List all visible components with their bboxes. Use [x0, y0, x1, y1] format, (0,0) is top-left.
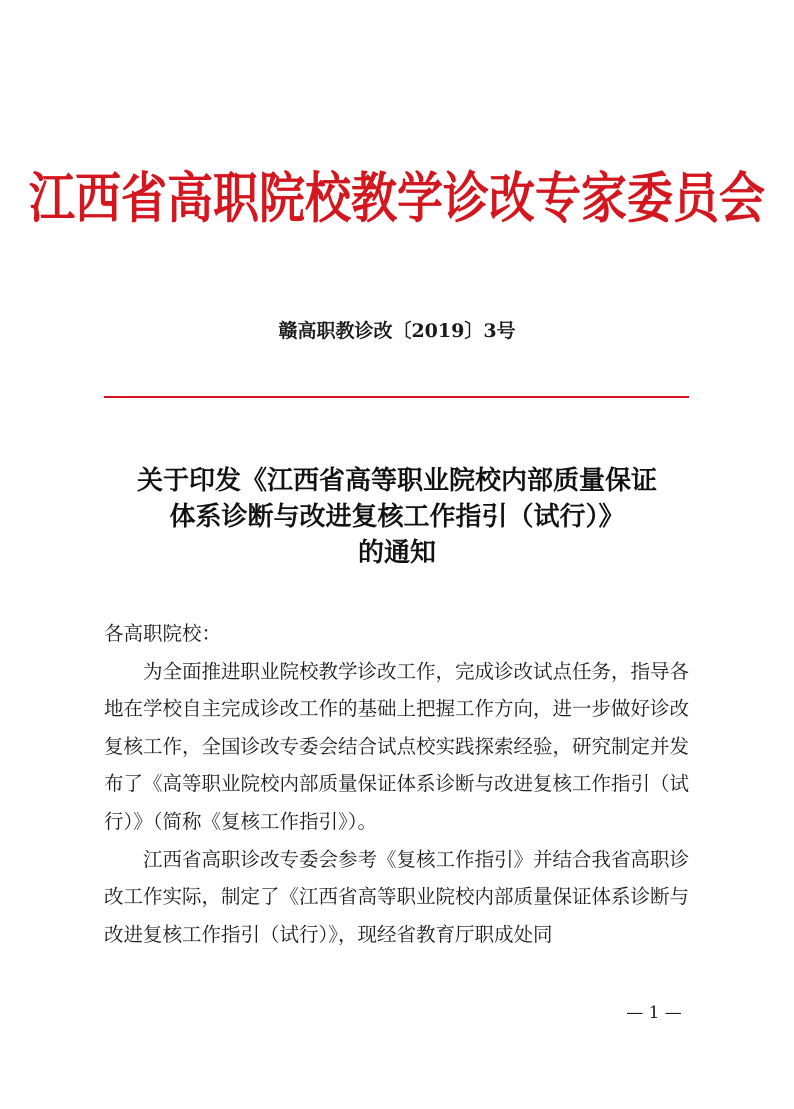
document-number: 赣高职教诊改〔2019〕3号: [278, 320, 516, 342]
title-line: 关于印发《江西省高等职业院校内部质量保证: [136, 466, 657, 496]
title-line: 的通知: [357, 538, 436, 568]
body-paragraph: 为全面推进职业院校教学诊改工作，完成诊改试点任务，指导各地在学校自主完成诊改工作的基础上把握工作方向，进一步做好诊改复核工作，全国诊改专委会结合试点校实践探索经验，研究制定并发布了《高等职业院校内部质量保证体系诊断与改进复核工作指引（试行）》（简称《复核工作指引》）。: [104, 659, 690, 833]
title-line: 体系诊断与改进复核工作指引（试行）》: [169, 502, 625, 532]
body-paragraph: 江西省高职诊改专委会参考《复核工作指引》并结合我省高职诊改工作实际，制定了《江西省高等职业院校内部质量保证体系诊断与改进复核工作指引（试行）》，现经省教育厅职成处同: [104, 847, 690, 946]
notice-body: [104, 615, 689, 953]
red-divider-line: [104, 396, 689, 398]
salutation: 各高职院校：: [104, 622, 222, 645]
page-number: — 1 —: [626, 1003, 682, 1023]
issuing-organization-header: 江西省高职院校教学诊改专家委员会: [29, 166, 765, 230]
notice-title: [96, 463, 698, 571]
